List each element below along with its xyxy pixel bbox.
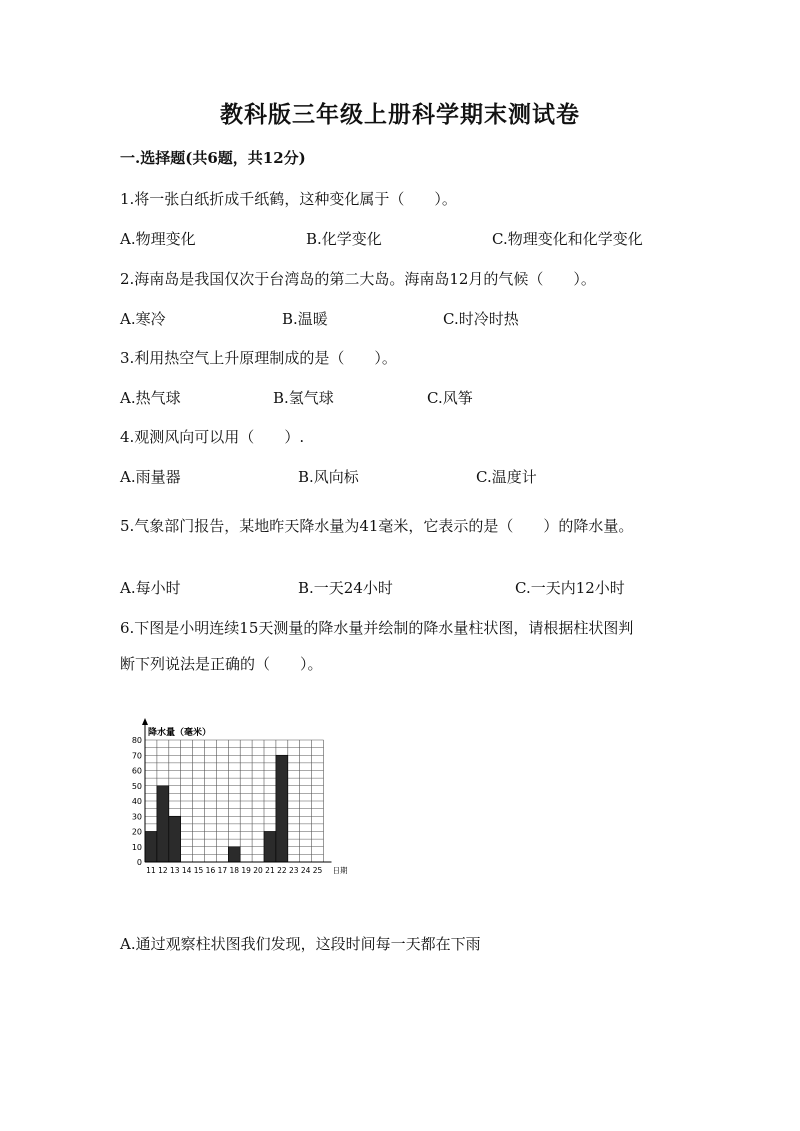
x-tick-label: 23 xyxy=(288,866,299,875)
bar xyxy=(145,832,157,863)
x-tick-label: 25 xyxy=(312,866,323,875)
x-tick-label: 15 xyxy=(193,866,204,875)
section-title: 一.选择题(共6题，共12分) xyxy=(120,149,306,167)
x-tick-label: 11 xyxy=(146,866,156,875)
x-tick-label: 22 xyxy=(277,866,287,875)
q3-option-b: B.氢气球 xyxy=(273,389,334,407)
question-4: 4.观测风向可以用（ ）. xyxy=(120,428,305,446)
x-tick-label: 21 xyxy=(265,866,275,875)
q5-option-c: C.一天内12小时 xyxy=(515,579,625,597)
bar xyxy=(228,847,240,862)
q3-option-c: C.风筝 xyxy=(427,389,473,407)
x-tick-label: 16 xyxy=(205,866,216,875)
y-tick-label: 40 xyxy=(131,797,142,806)
page-title: 教科版三年级上册科学期末测试卷 xyxy=(220,101,580,128)
x-tick-label: 13 xyxy=(169,866,180,875)
q4-option-a: A.雨量器 xyxy=(120,468,181,486)
question-6-line-1: 6.下图是小明连续15天测量的降水量并绘制的降水量柱状图，请根据柱状图判 xyxy=(120,619,634,637)
q4-option-b: B.风向标 xyxy=(298,468,359,486)
q1-option-a: A.物理变化 xyxy=(120,230,196,248)
y-tick-label: 0 xyxy=(136,858,142,867)
y-tick-label: 60 xyxy=(131,766,142,776)
bar xyxy=(276,755,288,862)
bar xyxy=(264,832,276,863)
question-6-line-2: 断下列说法是正确的（ ）。 xyxy=(120,655,323,673)
precipitation-bar-chart xyxy=(128,716,368,881)
question-1: 1.将一张白纸折成千纸鹤，这种变化属于（ ）。 xyxy=(120,190,457,208)
q2-option-c: C.时冷时热 xyxy=(443,310,519,328)
bar xyxy=(157,786,169,862)
y-tick-label: 10 xyxy=(131,842,142,852)
y-tick-label: 50 xyxy=(131,781,142,791)
q1-option-c: C.物理变化和化学变化 xyxy=(492,230,643,248)
y-axis-arrow xyxy=(142,718,148,725)
q2-option-a: A.寒冷 xyxy=(120,310,166,328)
x-tick-label: 17 xyxy=(217,866,228,875)
q6-option-a: A.通过观察柱状图我们发现，这段时间每一天都在下雨 xyxy=(120,935,481,953)
y-tick-label: 20 xyxy=(131,827,142,837)
x-tick-label: 12 xyxy=(158,866,168,875)
y-tick-label: 30 xyxy=(131,812,142,822)
q4-option-c: C.温度计 xyxy=(476,468,537,486)
question-5: 5.气象部门报告，某地昨天降水量为41毫米，它表示的是（ ）的降水量。 xyxy=(120,517,634,535)
q5-option-a: A.每小时 xyxy=(120,579,181,597)
x-tick-label: 19 xyxy=(241,866,251,875)
x-tick-label: 14 xyxy=(181,866,192,875)
q2-option-b: B.温暖 xyxy=(282,310,328,328)
y-tick-label: 70 xyxy=(131,751,142,761)
x-axis-label: 日期 xyxy=(332,866,348,875)
x-tick-label: 24 xyxy=(300,866,311,875)
y-tick-label: 80 xyxy=(131,736,142,745)
x-tick-label: 20 xyxy=(253,866,263,875)
bar xyxy=(169,816,181,862)
question-3: 3.利用热空气上升原理制成的是（ ）。 xyxy=(120,349,397,367)
x-tick-label: 18 xyxy=(229,866,240,875)
q3-option-a: A.热气球 xyxy=(120,389,181,407)
question-2: 2.海南岛是我国仅次于台湾岛的第二大岛。海南岛12月的气候（ ）。 xyxy=(120,270,596,288)
y-axis-label: 降水量（毫米） xyxy=(148,728,212,738)
q5-option-b: B.一天24小时 xyxy=(298,579,393,597)
q1-option-b: B.化学变化 xyxy=(306,230,382,248)
